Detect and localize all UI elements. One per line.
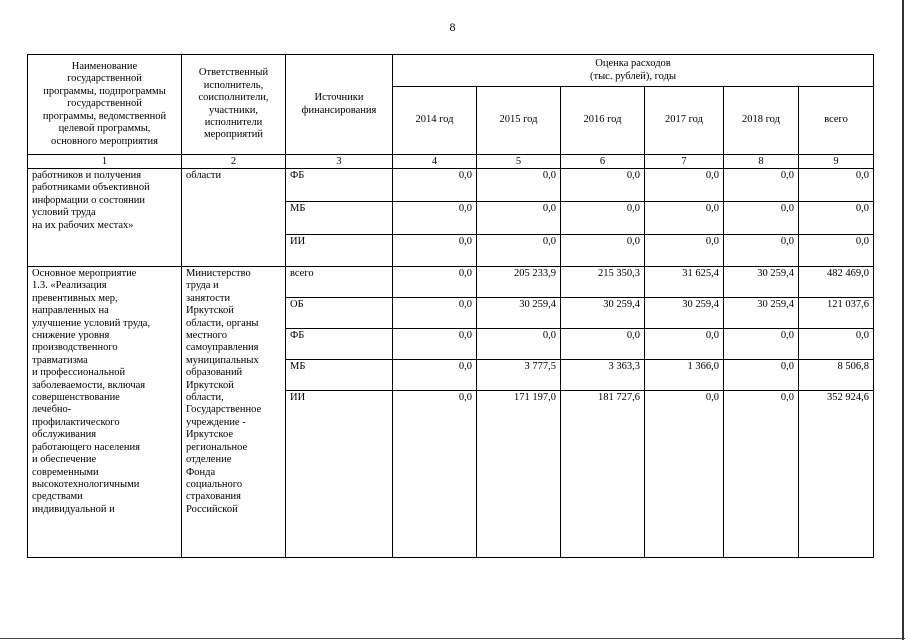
funding-source-cell: ИИ [286, 235, 393, 267]
text-line: (тыс. рублей), годы [590, 70, 677, 82]
scan-right-edge [902, 0, 904, 640]
amount-cell: 0,0 [477, 202, 561, 235]
amount-cell: 0,0 [561, 235, 645, 267]
text-line: снижение уровня [32, 330, 110, 342]
text-line: высокотехнологичными [32, 478, 140, 490]
amount-cell: 30 259,4 [724, 267, 799, 298]
amount-cell: 482 469,0 [799, 267, 874, 298]
column-number: 4 [393, 155, 477, 169]
amount-cell: 0,0 [393, 298, 477, 329]
text-line: производственного [32, 342, 118, 354]
column-number: 2 [182, 155, 286, 169]
amount-cell: 3 363,3 [561, 360, 645, 391]
page-number: 8 [449, 20, 456, 34]
column-number-row [28, 155, 874, 169]
funding-source-cell: ИИ [286, 391, 393, 558]
amount-cell: 0,0 [724, 360, 799, 391]
amount-cell: 0,0 [561, 329, 645, 360]
amount-cell: 0,0 [393, 202, 477, 235]
amount-cell: 171 197,0 [477, 391, 561, 558]
text-line: улучшение условий труда, [32, 317, 151, 329]
text-line: работниками объективной [32, 182, 150, 194]
amount-cell: 0,0 [724, 169, 799, 202]
text-line: труда и [186, 280, 219, 292]
header-funding-sources [286, 55, 393, 155]
text-line: Основное мероприятие [32, 268, 137, 279]
text-line: превентивных мер, [32, 292, 118, 304]
text-line: работников и получения [32, 170, 142, 181]
amount-cell: 0,0 [799, 202, 874, 235]
text-line: совершенствование [32, 392, 120, 404]
amount-cell: 0,0 [799, 235, 874, 267]
column-number: 6 [561, 155, 645, 169]
text-line: социального [186, 478, 243, 490]
text-line: профилактического [32, 416, 120, 428]
text-line: Иркутской [186, 305, 234, 317]
amount-cell: 0,0 [724, 391, 799, 558]
text-line: основного мероприятия [51, 135, 158, 147]
text-line: работающего населения [32, 441, 140, 453]
text-line: Наименование [71, 61, 138, 73]
amount-cell: 30 259,4 [645, 298, 724, 329]
amount-cell: 0,0 [799, 329, 874, 360]
text-line: Иркутское [186, 429, 234, 441]
column-number: 3 [286, 155, 393, 169]
program-name-cell [28, 169, 182, 267]
text-line: мероприятий [204, 129, 263, 141]
text-line: программы, подпрограммы [43, 85, 166, 97]
header-year-2018: 2018 год [724, 87, 799, 155]
amount-cell: 30 259,4 [477, 298, 561, 329]
header-cost-estimate [393, 55, 874, 87]
text-line: финансирования [301, 104, 377, 116]
text-line: и обеспечение [32, 454, 97, 466]
text-line: индивидуальной и [32, 503, 115, 515]
column-number: 9 [799, 155, 874, 169]
amount-cell: 352 924,6 [799, 391, 874, 558]
responsible-cell [182, 267, 286, 558]
funding-source-cell: МБ [286, 202, 393, 235]
amount-cell: 8 506,8 [799, 360, 874, 391]
text-line: самоуправления [186, 342, 259, 354]
text-line: отделение [186, 454, 232, 466]
text-line: местного [186, 330, 227, 342]
amount-cell: 181 727,6 [561, 391, 645, 558]
header-year-2015: 2015 год [477, 87, 561, 155]
text-line: травматизма [32, 354, 88, 366]
amount-cell: 31 625,4 [645, 267, 724, 298]
funding-source-cell: ФБ [286, 329, 393, 360]
header-year-2017: 2017 год [645, 87, 724, 155]
amount-cell: 0,0 [561, 169, 645, 202]
text-line: страхования [186, 491, 241, 503]
header-responsible [182, 55, 286, 155]
amount-cell: 0,0 [393, 360, 477, 391]
amount-cell: 0,0 [477, 235, 561, 267]
text-line: на их рабочих местах» [32, 219, 134, 231]
amount-cell: 30 259,4 [561, 298, 645, 329]
text-line: обслуживания [32, 429, 97, 441]
text-line: учреждение - [186, 416, 246, 428]
text-line: области, [186, 392, 224, 404]
amount-cell: 0,0 [799, 169, 874, 202]
header-year-2014: 2014 год [393, 87, 477, 155]
text-line: заболеваемости, включая [32, 379, 146, 391]
text-line: лечебно- [32, 404, 72, 416]
amount-cell: 0,0 [393, 169, 477, 202]
text-line: Российской [186, 503, 238, 515]
amount-cell: 0,0 [645, 235, 724, 267]
amount-cell: 121 037,6 [799, 298, 874, 329]
text-line: участники, [208, 104, 259, 116]
table-row [28, 169, 874, 202]
text-line: Иркутской [186, 379, 234, 391]
text-line: занятости [186, 292, 231, 304]
amount-cell: 0,0 [561, 202, 645, 235]
text-line: муниципальных [186, 354, 259, 366]
expenditure-table [27, 54, 874, 558]
table-row [28, 267, 874, 298]
column-number: 8 [724, 155, 799, 169]
text-line: Фонда [186, 466, 216, 478]
column-number: 5 [477, 155, 561, 169]
amount-cell: 0,0 [724, 235, 799, 267]
scan-bottom-edge [0, 638, 905, 639]
text-line: средствами [32, 491, 83, 503]
amount-cell: 205 233,9 [477, 267, 561, 298]
program-name-cell [28, 267, 182, 558]
amount-cell: 0,0 [477, 169, 561, 202]
text-line: Государственное [186, 404, 262, 416]
text-line: информации о состоянии [32, 194, 145, 206]
funding-source-cell: ОБ [286, 298, 393, 329]
text-line: направленных на [32, 305, 109, 317]
header-total: всего [799, 87, 874, 155]
amount-cell: 215 350,3 [561, 267, 645, 298]
text-line: целевой программы, [58, 123, 151, 135]
amount-cell: 0,0 [645, 329, 724, 360]
amount-cell: 0,0 [393, 235, 477, 267]
amount-cell: 0,0 [393, 329, 477, 360]
amount-cell: 3 777,5 [477, 360, 561, 391]
text-line: Ответственный [198, 67, 269, 79]
amount-cell: 0,0 [477, 329, 561, 360]
text-line: и профессиональной [32, 367, 126, 379]
header-program-name [28, 55, 182, 155]
amount-cell: 0,0 [724, 202, 799, 235]
amount-cell: 1 366,0 [645, 360, 724, 391]
text-line: соисполнители, [198, 92, 269, 104]
text-line: региональное [186, 441, 248, 453]
funding-source-cell: МБ [286, 360, 393, 391]
header-year-2016: 2016 год [561, 87, 645, 155]
amount-cell: 0,0 [645, 202, 724, 235]
text-line: Источники [314, 92, 364, 104]
amount-cell: 0,0 [645, 169, 724, 202]
text-line: исполнитель, [203, 79, 264, 91]
text-line: Оценка расходов [595, 58, 671, 70]
text-line: 1.3. «Реализация [32, 280, 107, 292]
text-line: Министерство [186, 268, 251, 279]
amount-cell: 0,0 [393, 267, 477, 298]
text-line: области, органы [186, 317, 259, 329]
amount-cell: 0,0 [724, 329, 799, 360]
funding-source-cell: ФБ [286, 169, 393, 202]
amount-cell: 0,0 [393, 391, 477, 558]
text-line: государственной [67, 98, 142, 110]
text-line: государственной [67, 73, 142, 85]
text-line: исполнители [204, 116, 263, 128]
amount-cell: 30 259,4 [724, 298, 799, 329]
text-line: программы, ведомственной [42, 110, 167, 122]
text-line: образований [186, 367, 243, 379]
funding-source-cell: всего [286, 267, 393, 298]
responsible-cell [182, 169, 286, 267]
amount-cell: 0,0 [645, 391, 724, 558]
text-line: области [186, 170, 222, 181]
text-line: современными [32, 466, 99, 478]
text-line: условий труда [32, 207, 96, 219]
column-number: 7 [645, 155, 724, 169]
column-number: 1 [28, 155, 182, 169]
